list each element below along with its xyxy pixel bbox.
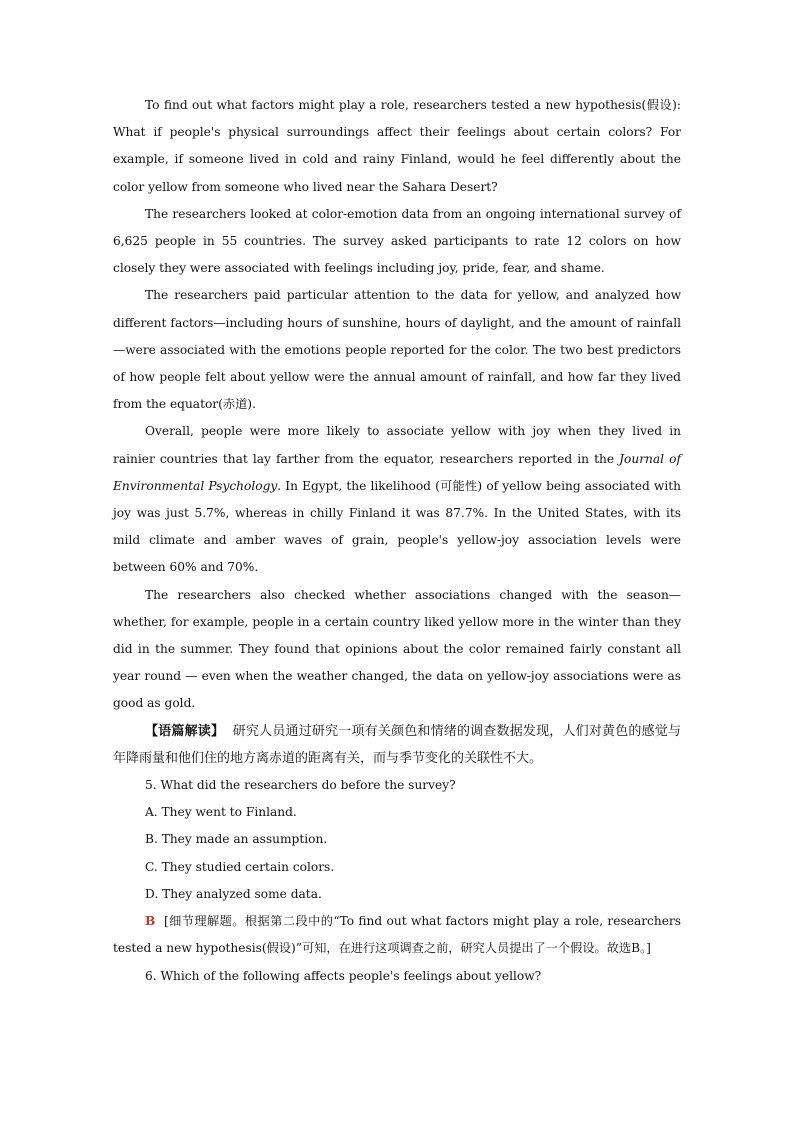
journal-title: Journal of Environmental Psychology (113, 451, 681, 493)
question-5-option-c: C. They studied certain colors. (145, 859, 335, 874)
text-interpretation (113, 718, 681, 772)
question-6-stem: 6. Which of the following affects people's feelings about yellow? (145, 968, 542, 983)
question-5-explanation (113, 908, 681, 962)
passage-paragraph-4 (113, 418, 681, 581)
question-5-answer: B (145, 914, 156, 929)
question-5-option-d: D. They analyzed some data. (145, 886, 322, 901)
interpretation-text: 研究人员通过研究一项有关颜色和情绪的调查数据发现，人们对黄色的感觉与年降雨量和他们住的地方离赤道的距离有关，而与季节变化的关联性不大。 (113, 723, 681, 766)
passage-paragraph-5: The researchers also checked whether associations changed with the season—whether, for example, people in a certain country liked yellow more in the winter than they did in the summer. They found that opinions about the color remained fairly constant all year round — even when the weather changed, the data on yellow-joy associations were as good as gold. (113, 587, 681, 711)
passage-paragraph-1: To find out what factors might play a role, researchers tested a new hypothesis(假设): What if people's physical surroundings affect their feelings about certain colors? For example, if someone lived in cold and rainy Finland, would he feel differently about the color yellow from someone who lived near the Sahara Desert? (113, 98, 681, 194)
question-5-option-b: B. They made an assumption. (145, 832, 328, 847)
p4-text-after: . In Egypt, the likelihood (可能性) of yellow being associated with joy was just 5.7%, whereas in chilly Finland it was 87.7%. In the United States, with its mild climate and amber waves of grain, people's yellow-joy association levels were between 60% and 70%. (113, 478, 681, 575)
question-5-option-a: A. They went to Finland. (145, 805, 297, 820)
interpretation-tag: 【语篇解读】 (145, 723, 225, 739)
question-5-explanation-text: [细节理解题。根据第二段中的“To find out what factors might play a role, researchers tested a new hypothesis(假设)”可知，在进行这项调查之前，研究人员提出了一个假设。故选B。] (113, 914, 681, 956)
document-body (113, 92, 681, 990)
passage-paragraph-2: The researchers looked at color-emotion data from an ongoing international survey of 6,625 people in 55 countries. The survey asked participants to rate 12 colors on how closely they were associated with feelings including joy, pride, fear, and shame. (113, 206, 681, 276)
question-5-stem: 5. What did the researchers do before the survey? (145, 778, 456, 793)
p4-text-before: Overall, people were more likely to associate yellow with joy when they lived in rainier countries that lay farther from the equator, researchers reported in the (113, 424, 681, 466)
passage-paragraph-3: The researchers paid particular attention to the data for yellow, and analyzed how different factors—including hours of sunshine, hours of daylight, and the amount of rainfall—were associated with the emotions people reported for the color. The two best predictors of how people felt about yellow were the annual amount of rainfall, and how far they lived from the equator(赤道). (113, 288, 681, 412)
